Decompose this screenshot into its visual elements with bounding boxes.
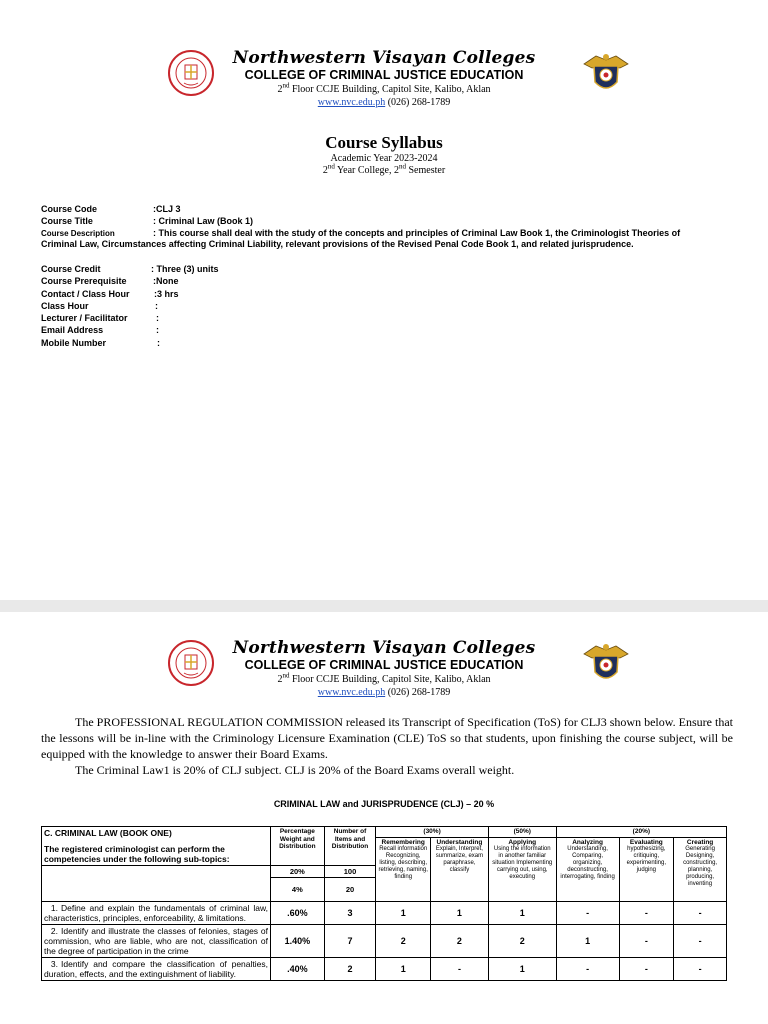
course-title-value: : Criminal Law (Book 1) [153, 216, 254, 227]
topic-cell: 1. Define and explain the fundamentals of criminal law, characteristics, principles, enforceability, & limitations. [42, 902, 271, 925]
weight-cell: .60% [270, 902, 324, 925]
contact-hour-label: Contact / Class Hour [41, 288, 130, 299]
weight-cell: 1.40% [270, 925, 324, 958]
group-50-header: (50%) [488, 827, 556, 838]
creating-cell: - [674, 925, 727, 958]
table-row [42, 958, 727, 981]
remembering-cell: 2 [376, 925, 431, 958]
applying-cell: 1 [488, 958, 556, 981]
remembering-header: Remembering Recall information Recognizing, listing, describing, retrieving, naming, finding [376, 837, 431, 902]
email-row [41, 324, 741, 336]
intro-paragraph-2: The Criminal Law1 is 20% of CLJ subject. CLJ is 20% of the Board Exams overall weight. [75, 763, 515, 777]
page-title: Course Syllabus [325, 133, 443, 152]
contact-hour-value: :3 hrs [154, 288, 179, 299]
table-header-row-1 [42, 827, 727, 838]
analyzing-cell: - [556, 958, 619, 981]
website-link[interactable]: www.nvc.edu.ph [317, 687, 386, 698]
email-value: : [156, 325, 159, 336]
applying-cell: 1 [488, 902, 556, 925]
website-link[interactable]: www.nvc.edu.ph [317, 97, 386, 108]
college-name: COLLEGE OF CRIMINAL JUSTICE EDUCATION [244, 658, 524, 672]
course-credit-row [41, 263, 741, 275]
syllabus-title-block [0, 133, 768, 177]
remembering-cell: 1 [376, 958, 431, 981]
course-title-label: Course Title [41, 216, 93, 227]
analyzing-cell: 1 [556, 925, 619, 958]
intro-paragraphs [41, 714, 733, 778]
weight-header: Percentage Weight and Distribution [270, 827, 324, 866]
group-30-header: (30%) [376, 827, 488, 838]
phone-number: (026) 268-1789 [385, 97, 451, 108]
creating-header: Creating Generating Designing, constructing, planning, producing, inventing [674, 837, 727, 902]
course-credit-label: Course Credit [41, 264, 101, 274]
contact-line [0, 686, 768, 699]
sub-items: 20 [324, 878, 376, 902]
mobile-value: : [157, 337, 160, 348]
items-header: Number of Items and Distribution [324, 827, 376, 866]
syllabus-page-2 [0, 612, 768, 1024]
section-title: C. CRIMINAL LAW (BOOK ONE) [44, 828, 172, 838]
college-address: 2nd Floor CCJE Building, Capitol Site, Kalibo, Aklan [277, 671, 491, 685]
evaluating-cell: - [619, 925, 674, 958]
competency-statement: The registered criminologist can perform the competencies under the following sub-topics: [44, 844, 230, 864]
topic-cell: 2. Identify and illustrate the classes of felonies, stages of commission, who are liable, who are not, classification of the degree of participation in the crime [42, 925, 271, 958]
weight-cell: .40% [270, 958, 324, 981]
year-semester: 2nd Year College, 2nd Semester [322, 162, 446, 176]
table-title: CRIMINAL LAW and JURISPRUDENCE (CLJ) – 20 % [273, 799, 495, 809]
table-row [42, 902, 727, 925]
topic-cell: 3. Identify and compare the classification of penalties, duration, effects, and the extinguishment of liability. [42, 958, 271, 981]
course-credit-value: : Three (3) units [151, 264, 219, 274]
intro-paragraph-1: The PROFESSIONAL REGULATION COMMISSION released its Transcript of Specification (ToS) for CLJ3 shown below. Ensure that the lessons will be in-line with the Criminology Licensure Examination (CLE) ToS so that students, upon finishing the course subject, will be equipped with the knowledge to answer their Board Exams. [41, 715, 733, 761]
class-hour-row [41, 300, 741, 312]
course-prereq-label: Course Prerequisite [41, 276, 127, 287]
items-cell: 2 [324, 958, 376, 981]
lecturer-label: Lecturer / Facilitator [41, 313, 128, 324]
items-cell: 7 [324, 925, 376, 958]
section-header-cell [42, 827, 271, 866]
class-hour-label: Class Hour [41, 300, 89, 311]
remembering-cell: 1 [376, 902, 431, 925]
creating-cell: - [674, 958, 727, 981]
evaluating-cell: - [619, 902, 674, 925]
evaluating-cell: - [619, 958, 674, 981]
class-hour-value: : [155, 300, 158, 311]
phone-number: (026) 268-1789 [385, 687, 451, 698]
institution-header [0, 638, 768, 699]
course-prereq-row [41, 275, 741, 287]
email-label: Email Address [41, 325, 104, 336]
understanding-cell: 1 [431, 902, 489, 925]
tos-table [41, 826, 727, 981]
evaluating-header: Evaluating hypothesizing, critiquing, experimenting, judging [619, 837, 674, 902]
contact-line [0, 96, 768, 109]
total-items: 100 [324, 866, 376, 878]
course-code-label: Course Code [41, 204, 98, 214]
lecturer-value: : [156, 313, 159, 324]
course-info-top [41, 203, 741, 250]
lecturer-row [41, 312, 741, 324]
course-code-value: :CLJ 3 [153, 204, 181, 214]
course-description-continued: Criminal Law, Circumstances affecting Criminal Liability, relevant provisions of the Revised Penal Code Book 1, and related jurisprudence. [41, 238, 634, 249]
academic-year: Academic Year 2023-2024 [330, 153, 438, 164]
total-weight: 20% [270, 866, 324, 878]
institution-name: Northwestern Visayan Colleges [232, 48, 536, 68]
mobile-label: Mobile Number [41, 337, 107, 348]
sub-weight: 4% [270, 878, 324, 902]
course-description [41, 228, 741, 250]
course-title-row [41, 215, 741, 227]
college-address: 2nd Floor CCJE Building, Capitol Site, Kalibo, Aklan [277, 81, 491, 95]
understanding-cell: - [431, 958, 489, 981]
understanding-cell: 2 [431, 925, 489, 958]
analyzing-header: Analyzing Understanding, Comparing, organizing, deconstructing, interrogating, finding [556, 837, 619, 902]
course-prereq-value: :None [153, 276, 179, 287]
institution-header [0, 48, 768, 109]
analyzing-cell: - [556, 902, 619, 925]
contact-hour-row [41, 288, 741, 300]
mobile-row [41, 337, 741, 349]
applying-cell: 2 [488, 925, 556, 958]
institution-name: Northwestern Visayan Colleges [232, 638, 536, 658]
course-info-bottom [41, 263, 741, 349]
table-row [42, 925, 727, 958]
course-description-value: : This course shall deal with the study of the concepts and principles of Criminal Law Book 1, the Criminologist Theories of [153, 227, 681, 238]
group-20-header: (20%) [556, 827, 726, 838]
items-cell: 3 [324, 902, 376, 925]
creating-cell: - [674, 902, 727, 925]
course-code-row [41, 203, 741, 215]
applying-header: Applying Using the information in another familiar situation Implementing carrying out, using, executing [488, 837, 556, 902]
understanding-header: Understanding Explain, Interpret, summarize, exam paraphrase, classify [431, 837, 489, 902]
course-description-label: Course Description [41, 228, 115, 238]
college-name: COLLEGE OF CRIMINAL JUSTICE EDUCATION [244, 68, 524, 82]
